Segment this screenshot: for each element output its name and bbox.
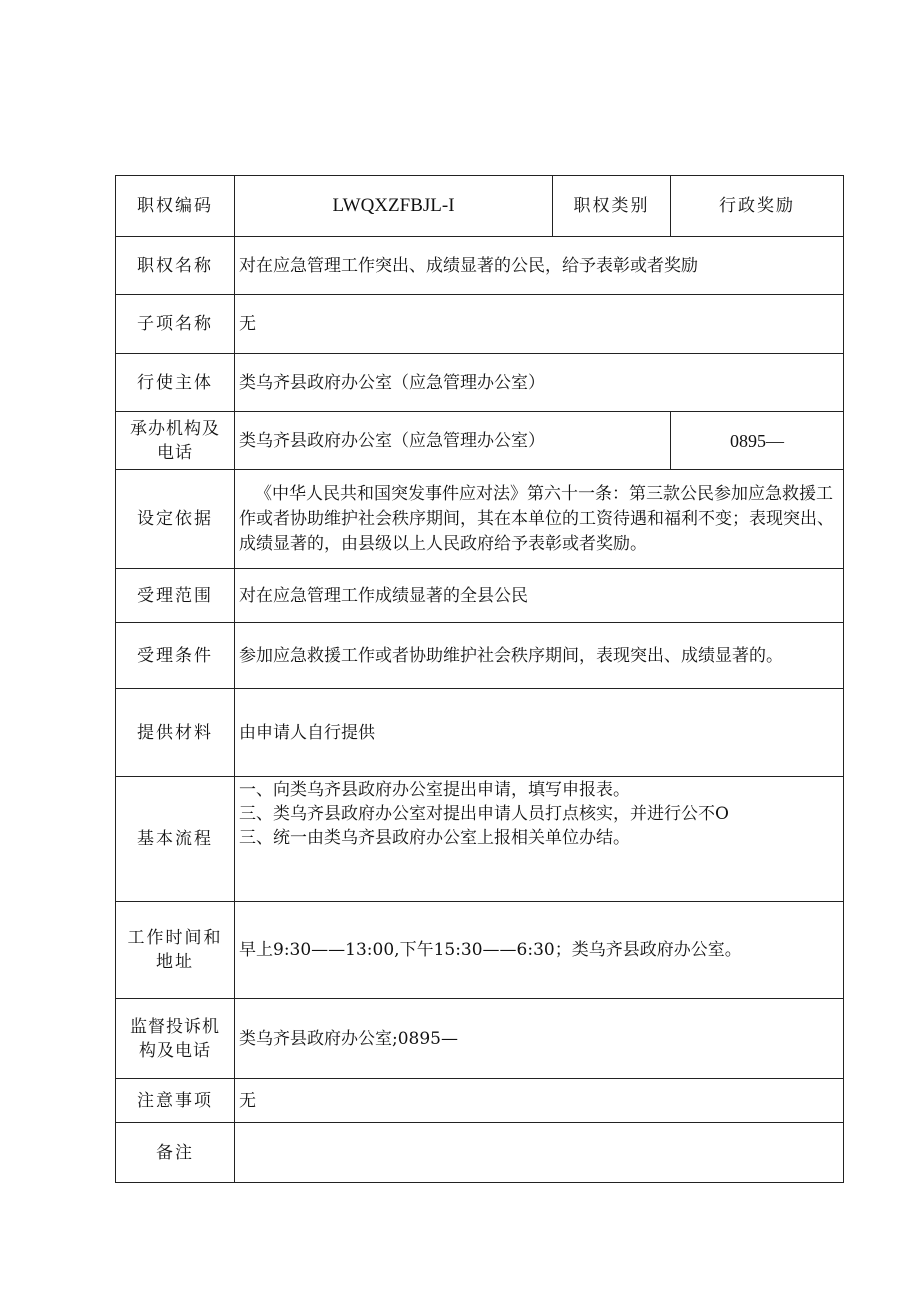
- materials-label: 提供材料: [116, 689, 235, 777]
- row-remarks: [116, 1123, 844, 1183]
- notes-value: 无: [235, 1079, 844, 1123]
- row-notes: [116, 1079, 844, 1123]
- category-label: 职权类别: [553, 176, 671, 237]
- scope-value: 对在应急管理工作成绩显著的全县公民: [235, 569, 844, 623]
- basis-label: 设定依据: [116, 470, 235, 569]
- authority-table: [115, 175, 844, 1183]
- row-conditions: [116, 623, 844, 689]
- supervision-label: 监督投诉机构及电话: [116, 999, 235, 1079]
- row-subject: [116, 354, 844, 412]
- process-label: 基本流程: [116, 777, 235, 902]
- subject-value: 类乌齐县政府办公室（应急管理办公室）: [235, 354, 844, 412]
- agency-value: 类乌齐县政府办公室（应急管理办公室）: [235, 412, 671, 470]
- process-step: 一、向类乌齐县政府办公室提出申请，填写申报表。: [239, 780, 630, 800]
- conditions-value: 参加应急救援工作或者协助维护社会秩序期间，表现突出、成绩显著的。: [235, 623, 844, 689]
- row-materials: [116, 689, 844, 777]
- subitem-value: 无: [235, 295, 844, 354]
- row-supervision: [116, 999, 844, 1079]
- process-step: 三、类乌齐县政府办公室对提出申请人员打点核实，并进行公不O: [239, 804, 729, 824]
- row-name: [116, 237, 844, 295]
- hours-value: 早上9:30——13:00,下午15:30——6:30；类乌齐县政府办公室。: [235, 902, 844, 999]
- name-value: 对在应急管理工作突出、成绩显著的公民，给予表彰或者奖励: [235, 237, 844, 295]
- row-agency: [116, 412, 844, 470]
- code-value: LWQXZFBJL-I: [235, 176, 553, 237]
- row-basis: [116, 470, 844, 569]
- scope-label: 受理范围: [116, 569, 235, 623]
- row-process: [116, 777, 844, 902]
- remarks-label: 备注: [116, 1123, 235, 1183]
- process-step: 三、统一由类乌齐县政府办公室上报相关单位办结。: [239, 828, 630, 848]
- category-value: 行政奖励: [671, 176, 844, 237]
- row-scope: [116, 569, 844, 623]
- name-label: 职权名称: [116, 237, 235, 295]
- hours-label: 工作时间和地址: [116, 902, 235, 999]
- subject-label: 行使主体: [116, 354, 235, 412]
- basis-value: 《中华人民共和国突发事件应对法》第六十一条：第三款公民参加应急救援工作或者协助维护社会秩序期间，其在本单位的工资待遇和福利不变；表现突出、成绩显著的，由县级以上人民政府给予表彰或者奖励。: [235, 470, 844, 569]
- code-label: 职权编码: [116, 176, 235, 237]
- notes-label: 注意事项: [116, 1079, 235, 1123]
- row-subitem: [116, 295, 844, 354]
- materials-value: 由申请人自行提供: [235, 689, 844, 777]
- row-code: [116, 176, 844, 237]
- authority-table-sheet: [115, 175, 843, 1183]
- subitem-label: 子项名称: [116, 295, 235, 354]
- remarks-value: [235, 1123, 844, 1183]
- conditions-label: 受理条件: [116, 623, 235, 689]
- agency-phone: 0895—: [671, 412, 844, 470]
- agency-label: 承办机构及电话: [116, 412, 235, 470]
- process-steps: [235, 777, 844, 902]
- supervision-value: 类乌齐县政府办公室;0895—: [235, 999, 844, 1079]
- row-hours: [116, 902, 844, 999]
